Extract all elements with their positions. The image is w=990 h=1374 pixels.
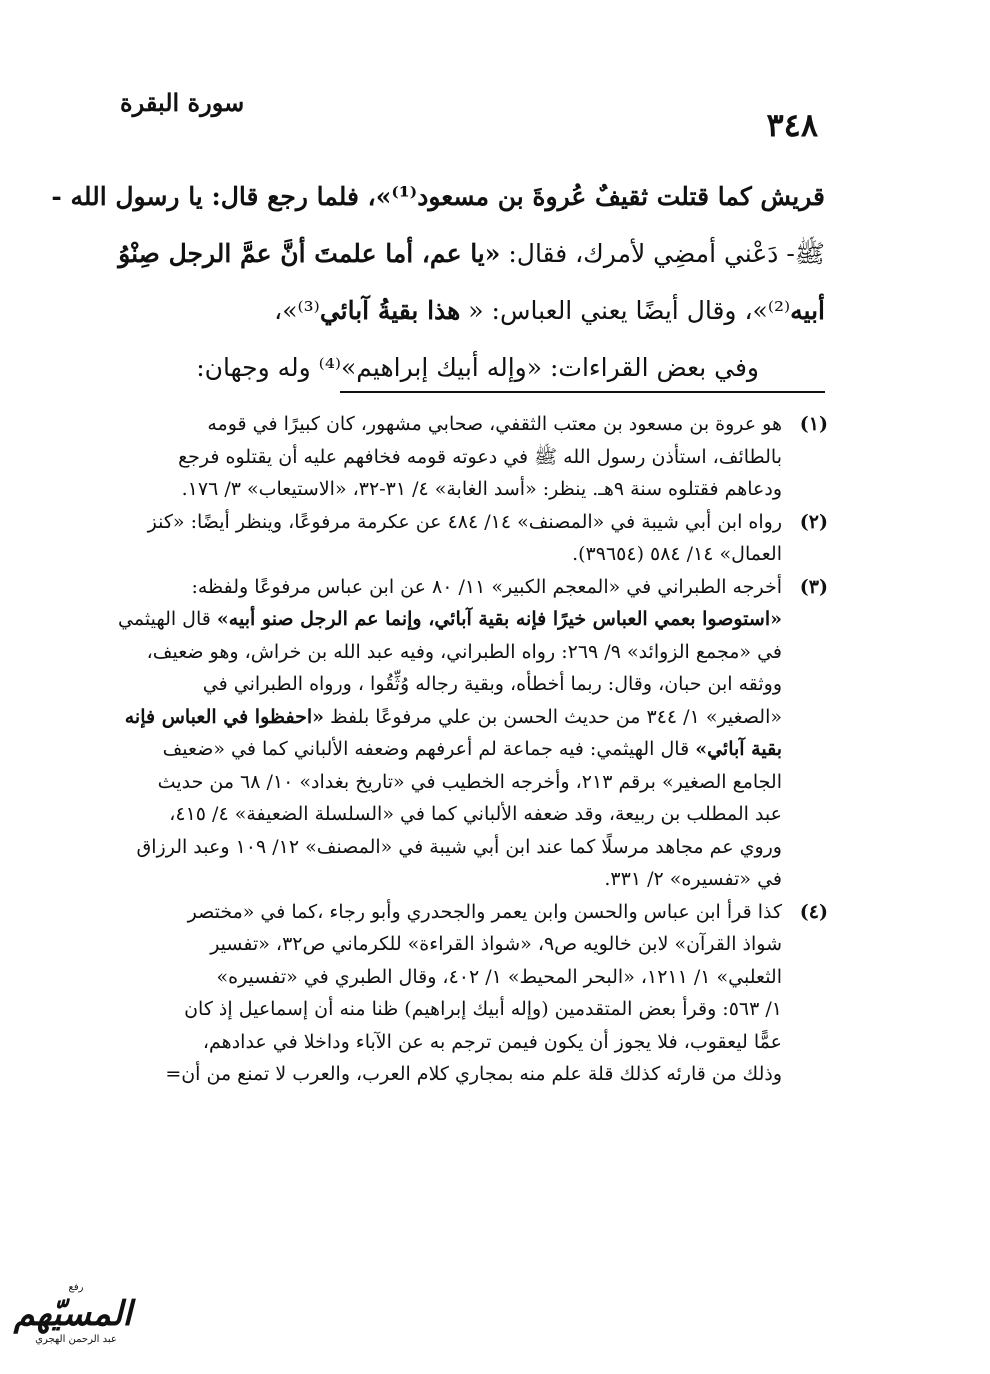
footnote-number: (١) <box>799 413 828 435</box>
surah-title: سورة البقرة <box>120 88 245 117</box>
footnote-2: (٢) رواه ابن أبي شيبة في «المصنف» ١٤/ ٤٨٤ عن عكرمة مرفوعًا، وينظر أيضًا: «كنز العمال» ١٤/ ٥٨٤ (٣٩٦٥٤). <box>88 506 828 571</box>
main-line-2: ﷺ- دَعْني أمضِي لأمرك، فقال: «يا عم، أما علمتَ أنَّ عمَّ الرجل صِنْوُ <box>118 239 825 268</box>
footnote-number: (٢) <box>799 510 828 533</box>
page-number: ٣٤٨ <box>766 106 818 144</box>
footnote-number: (٣) <box>799 575 828 598</box>
footnotes <box>88 408 828 1091</box>
publisher-stamp-logo: رفع المسيّهم عبد الرحمن الهجري <box>13 1282 132 1345</box>
footnote-divider <box>340 391 825 393</box>
footnote-3: (٣) أخرجه الطبراني في «المعجم الكبير» ١١/ ٨٠ عن ابن عباس مرفوعًا ولفظه: «استوصوا بعمي العباس خيرًا فإنه بقية آبائي، وإنما عم الرجل صنو أبيه» قال الهيثمي في «مجمع الزوائد» ٩/ ٢٦٩: رواه الطبراني، وفيه عبد الله بن خراش، وهو ضعيف، ووثقه ابن حبان، وقال: ربما أخطأه، وبقية رجاله وُثِّقُوا ، ورواه الطبراني في «الصغير» ١/ ٣٤٤ من حديث الحسن بن علي مرفوعًا بلفظ «احفظوا في العباس فإنه بقية آبائي» قال الهيثمي: فيه جماعة لم أعرفهم وضعفه الألباني كما في «ضعيف الجامع الصغير» برقم ٢١٣، وأخرجه الخطيب في «تاريخ بغداد» ١٠/ ٦٨ من حديث عبد المطلب بن ربيعة، وقد ضعفه الألباني كما في «السلسلة الضعيفة» ٤/ ٤١٥، وروي عم مجاهد مرسلًا كما عند ابن أبي شيبة في «المصنف» ١٢/ ١٠٩ وعبد الرزاق في «تفسيره» ٢/ ٣٣١. <box>88 571 828 896</box>
footnote-4: (٤) كذا قرأ ابن عباس والحسن وابن يعمر والجحدري وأبو رجاء ،كما في «مختصر شواذ القرآن» لابن خالويه ص٩، «شواذ القراءة» للكرماني ص٣٢، «تفسير الثعلبي» ١/ ١٢١١، «البحر المحيط» ١/ ٤٠٢، وقال الطبري في «تفسيره» ١/ ٥٦٣: وقرأ بعض المتقدمين (وإله أبيك إبراهيم) ظنا منه أن إسماعيل إذ كان عمًّا ليعقوب، فلا يجوز أن يكون فيمن ترجم به عن الآباء وداخلا في عدادهم، وذلك من قارئه كذلك قلة علم منه بمجاري كلام العرب، والعرب لا تمنع من أن= <box>88 896 828 1091</box>
main-line-4: وفي بعض القراءات: «وإله أبيك إبراهيم»⁽⁴⁾ وله وجهان: <box>196 353 759 382</box>
main-text <box>51 168 825 396</box>
footnote-number: (٤) <box>799 900 828 923</box>
main-line-3: أبيه⁽²⁾»، وقال أيضًا يعني العباس: « هذا بقيةُ آبائي⁽³⁾»، <box>274 296 825 325</box>
footnote-1: (١) هو عروة بن مسعود بن معتب الثقفي، صحابي مشهور، كان كبيرًا في قومه بالطائف، استأذن رسول الله ﷺ في دعوته قومه فخافهم عليه أن يقتلوه فرجع ودعاهم فقتلوه سنة ٩هـ. ينظر: «أسد الغابة» ٤/ ٣١-٣٢، «الاستيعاب» ٣/ ١٧٦. <box>88 408 828 506</box>
main-line-1: قريش كما قتلت ثقيفٌ عُروةَ بن مسعود⁽¹⁾»، فلما رجع قال: يا رسول الله - <box>51 182 825 211</box>
